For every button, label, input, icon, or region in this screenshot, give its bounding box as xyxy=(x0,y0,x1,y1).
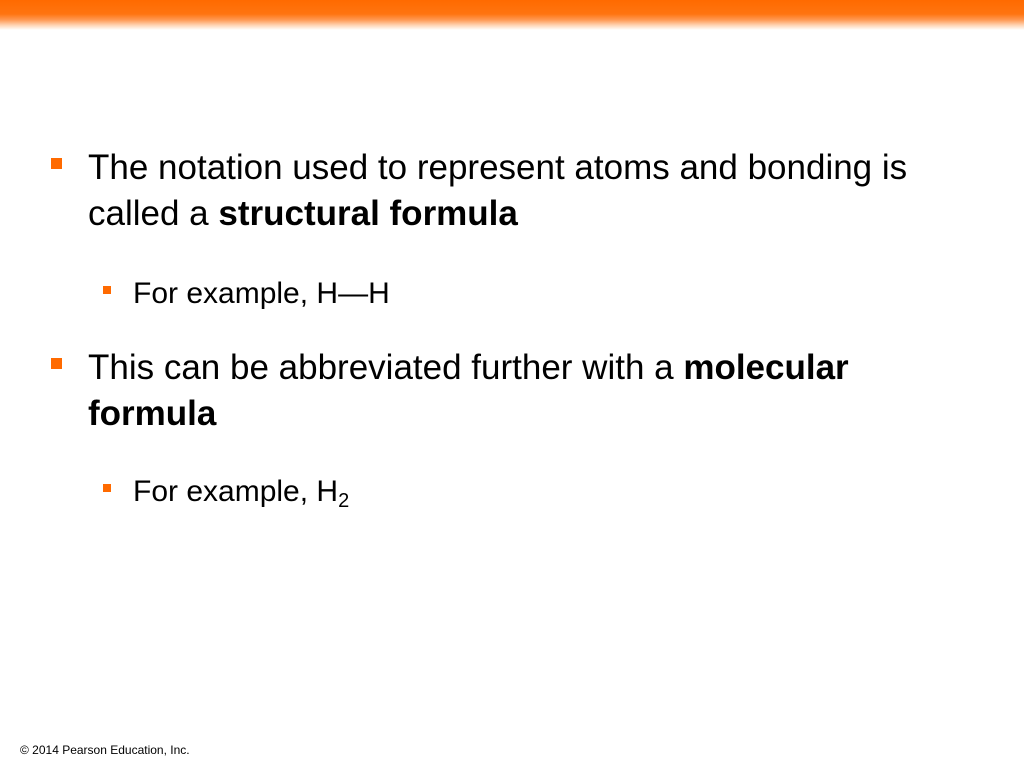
bullet-plain-text: This can be abbreviated further with a xyxy=(88,348,684,387)
top-accent-bar xyxy=(0,0,1024,30)
bullet-item-structural-formula xyxy=(51,145,988,237)
bullet-text xyxy=(88,145,988,237)
square-bullet-icon xyxy=(51,158,62,169)
square-bullet-icon xyxy=(103,286,111,294)
square-bullet-icon xyxy=(51,358,62,369)
bullet-bold-term: structural formula xyxy=(218,194,518,233)
sub-bullet-plain-text: For example, H xyxy=(133,475,339,508)
subscript-text: 2 xyxy=(338,490,350,512)
sub-bullet-item-structural-example xyxy=(103,275,933,313)
bullet-text xyxy=(88,345,968,437)
bullet-item-molecular-formula xyxy=(51,345,968,437)
bullet-plain-text: The notation used to represent atoms and bonding is called a xyxy=(88,148,908,233)
sub-bullet-item-molecular-example xyxy=(103,473,933,511)
square-bullet-icon xyxy=(103,484,111,492)
sub-bullet-plain-text: For example, H—H xyxy=(133,277,390,310)
copyright-footer: © 2014 Pearson Education, Inc. xyxy=(20,743,190,757)
bullet-bold-term: molecular formula xyxy=(88,348,849,433)
sub-bullet-text xyxy=(133,275,933,313)
sub-bullet-text xyxy=(133,473,933,511)
